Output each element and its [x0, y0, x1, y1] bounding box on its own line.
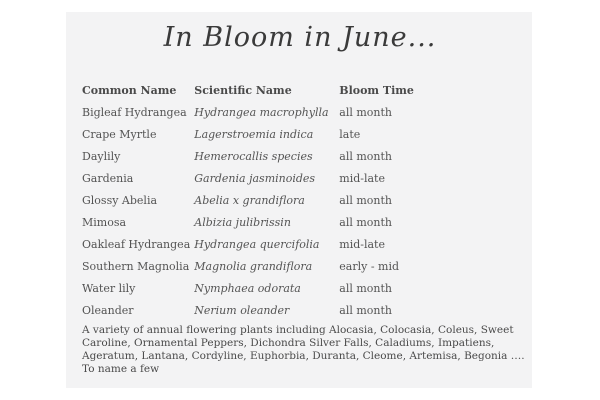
- scientific-name-cell: Nerium oleander: [194, 303, 290, 317]
- bloom-time-cell: early - mid: [339, 259, 400, 273]
- common-name-cell: Glossy Abelia: [82, 193, 158, 207]
- common-name-cell: Southern Magnolia: [82, 259, 190, 273]
- table-row: [80, 145, 421, 167]
- header-scientific-name: Scientific Name: [194, 83, 292, 97]
- bloom-table: [80, 79, 421, 321]
- table-row: [80, 255, 421, 277]
- scientific-name-cell: Hydrangea quercifolia: [194, 237, 320, 251]
- table-header-row: [80, 79, 421, 101]
- common-name-cell: Gardenia: [82, 171, 134, 185]
- scientific-name-cell: Albizia julibrissin: [194, 215, 291, 229]
- scientific-name-cell: Magnolia grandiflora: [194, 259, 313, 273]
- scientific-name-cell: Hemerocallis species: [194, 149, 313, 163]
- scientific-name-cell: Hydrangea macrophylla: [194, 105, 329, 119]
- common-name-cell: Bigleaf Hydrangea: [82, 105, 187, 119]
- table-row: [80, 123, 421, 145]
- table-row: [80, 101, 421, 123]
- table-row: [80, 189, 421, 211]
- bloom-time-cell: all month: [339, 215, 392, 229]
- common-name-cell: Oleander: [82, 303, 134, 317]
- bloom-time-cell: mid-late: [339, 171, 385, 185]
- table-row: [80, 277, 421, 299]
- table-row: [80, 167, 421, 189]
- table-row: [80, 211, 421, 233]
- bloom-time-cell: all month: [339, 149, 392, 163]
- bloom-time-cell: all month: [339, 105, 392, 119]
- header-common-name: Common Name: [82, 83, 177, 97]
- header-bloom-time: Bloom Time: [339, 83, 414, 97]
- scientific-name-cell: Nymphaea odorata: [194, 281, 301, 295]
- bloom-time-cell: all month: [339, 193, 392, 207]
- table-row: [80, 233, 421, 255]
- page-title: In Bloom in June...: [163, 22, 437, 53]
- scientific-name-cell: Abelia x grandiflora: [194, 193, 305, 207]
- bloom-time-cell: mid-late: [339, 237, 385, 251]
- bloom-time-cell: all month: [339, 281, 392, 295]
- scientific-name-cell: Lagerstroemia indica: [194, 127, 314, 141]
- common-name-cell: Water lily: [82, 281, 136, 295]
- bloom-time-cell: all month: [339, 303, 392, 317]
- bloom-time-cell: late: [339, 127, 361, 141]
- annuals-note: A variety of annual flowering plants including Alocasia, Colocasia, Coleus, Sweet Caroline, Ornamental Peppers, Dichondra Silver Falls, Caladiums, Impatiens, Ageratum, Lantana, Cordyline, Euphorbia, Duranta, Cleome, Artemisa, Begonia …. To name a few: [82, 324, 525, 375]
- common-name-cell: Crape Myrtle: [82, 127, 157, 141]
- table-row: [80, 299, 421, 321]
- common-name-cell: Mimosa: [82, 215, 127, 229]
- common-name-cell: Oakleaf Hydrangea: [82, 237, 191, 251]
- common-name-cell: Daylily: [82, 149, 121, 163]
- scientific-name-cell: Gardenia jasminoides: [194, 171, 316, 185]
